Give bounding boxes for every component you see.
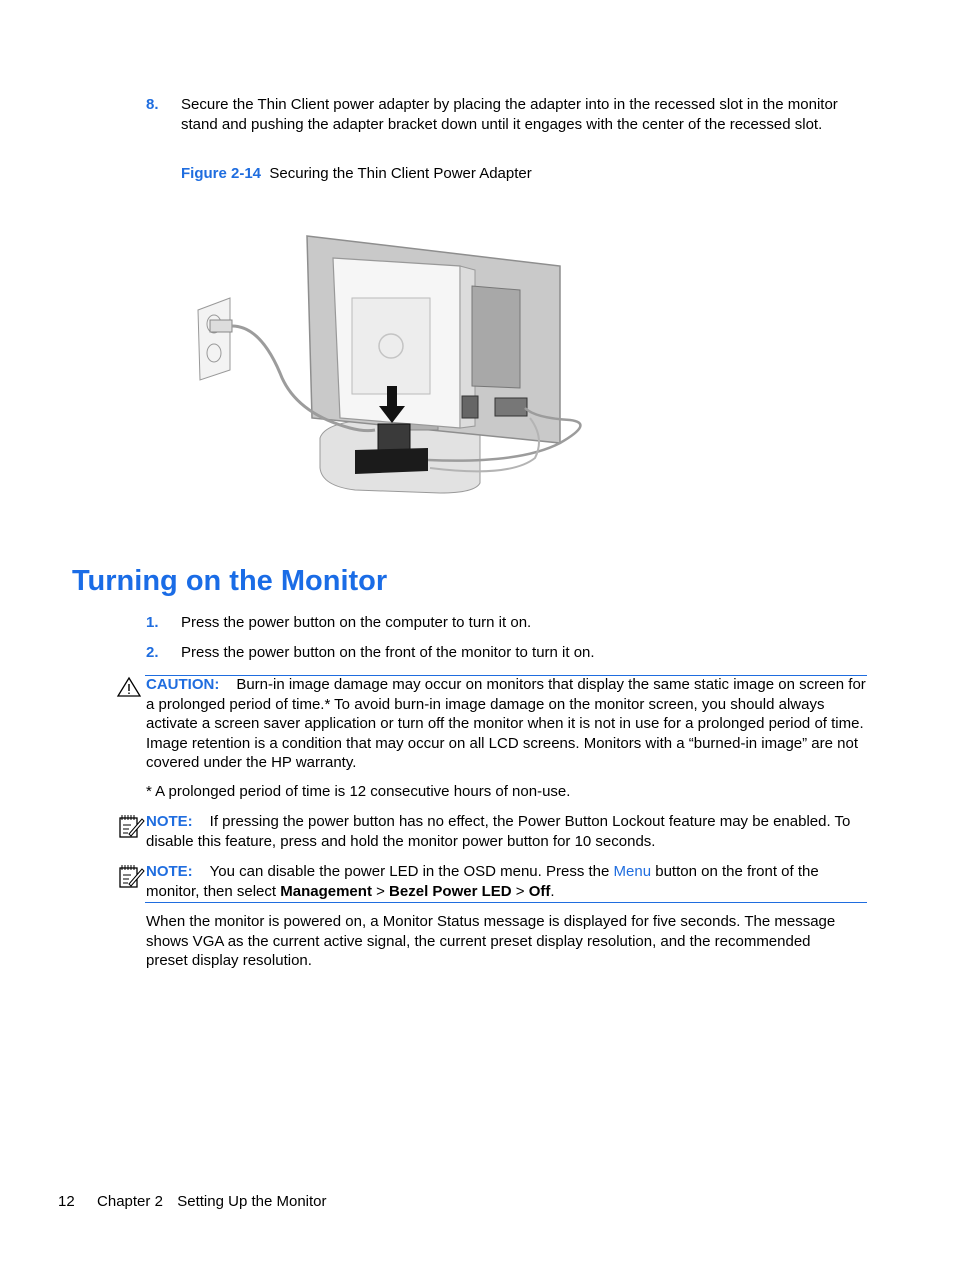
caution-text: Burn-in image damage may occur on monitors that display the same static image on screen for a prolonged period of time.* To avoid burn-in image damage on the monitor screen, you should always activate a screen saver application or turn off the monitor when it is not in use for a prolonged period of time. Image retention is a condition that may occur on all LCD screens. Monitors with a “burned-in image” are not covered under the HP warranty. [146,676,866,771]
caution-block [146,675,868,773]
menu-path-separator: > [515,882,525,900]
figure-illustration [190,228,600,498]
menu-path-bezel-power-led: Bezel Power LED [389,882,512,900]
note-label: NOTE: [146,813,193,830]
note-text: If pressing the power button has no effect, the Power Button Lockout feature may be enabled. To disable this feature, press and hold the monitor power button for 10 seconds. [146,813,851,850]
note-block [146,862,868,901]
caution-bottom-rule [145,902,867,903]
figure-title: Securing the Thin Client Power Adapter [269,165,532,182]
step-number: 2. [146,644,159,661]
step-number: 8. [146,96,159,113]
step-text: Press the power button on the front of the monitor to turn it on. [181,644,595,661]
figure-label: Figure 2-14 [181,165,262,182]
figure-caption [181,164,532,184]
menu-path-management: Management [280,882,372,900]
note-text-start: You can disable the power LED in the OSD menu. Press the [209,863,610,880]
note-label: NOTE: [146,863,193,880]
section-heading: Turning on the Monitor [72,565,388,597]
note-end-punctuation: . [550,882,555,900]
note-pad-icon [117,863,145,895]
menu-link[interactable]: Menu [613,863,652,880]
note-pad-icon [117,813,145,845]
closing-paragraph: When the monitor is powered on, a Monitor Status message is displayed for five seconds. The message shows VGA as the current active signal, the current preset display resolution, and the recommended preset display resolution. [146,913,836,969]
menu-path-off: Off [528,882,551,900]
caution-triangle-icon [116,676,142,704]
caution-label: CAUTION: [146,676,220,693]
page-footer [58,1192,327,1212]
chapter-label: Chapter 2 [97,1193,163,1210]
note-text-mid: button on the front of the monitor, then select [146,863,819,900]
step-text: Secure the Thin Client power adapter by placing the adapter into in the recessed slot in the monitor stand and pushing the adapter bracket down until it engages with the center of the recessed slot. [181,96,838,133]
page-number: 12 [58,1193,75,1210]
note-block [146,812,868,851]
menu-path-separator: > [376,882,385,900]
chapter-title: Setting Up the Monitor [177,1193,327,1210]
caution-footnote: * A prolonged period of time is 12 consecutive hours of non-use. [146,783,571,800]
step-number: 1. [146,614,159,631]
step-text: Press the power button on the computer to turn it on. [181,614,532,631]
